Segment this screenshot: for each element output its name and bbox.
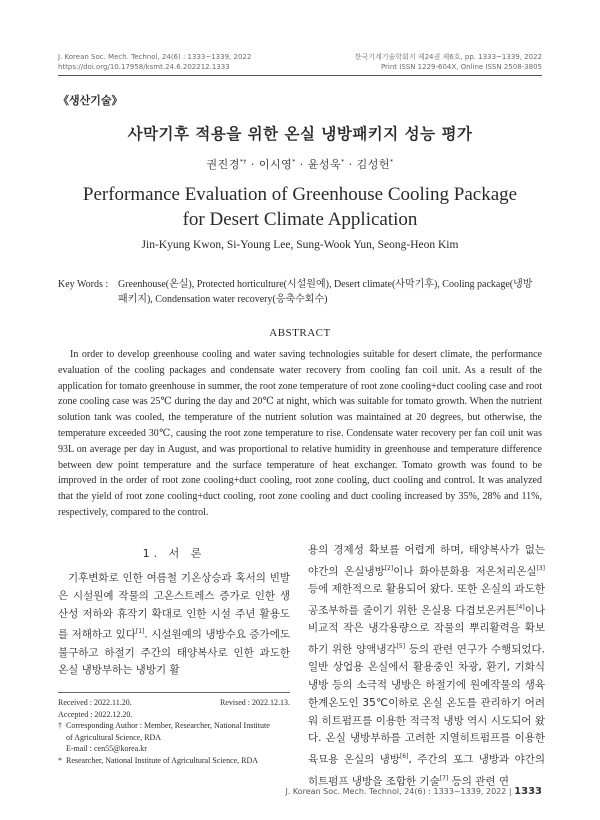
footer-separator: | bbox=[508, 787, 515, 796]
researcher-row bbox=[58, 755, 290, 767]
author-1-mark: *† bbox=[239, 158, 247, 166]
ref-1[interactable]: [1] bbox=[135, 628, 145, 636]
abstract-text: In order to develop greenhouse cooling and water saving technologies suitable for desert climate, the performance evaluation of the cooling packages and condensate water recovery from cooling fan coil unit. As a result of the application for tomato greenhouse in summer, the root zone temperature of root zone cooling+duct cooling case and root zone cooling case was 25℃ during the day and 20℃ at night, which was suitable for tomato growth. When the nutrient solution tank was cooled, the temperature of the nutrient solution was maintained at 20 degrees, but otherwise, the temperature exceeded 30℃, causing the root zone temperature to rise. Condensate water recovery per fan coil unit was 93L on average per day in August, and was proportional to relative humidity in greenhouse and temperature difference between dew point temperature and the surface temperature of heat exchanger. Tomato growth was found to be improved in the order of root zone cooling+duct cooling, root zone cooling, duct cooling and control. It was analyzed that the yield of root zone cooling+duct cooling, root zone cooling and duct cooling increased by 35%, 28% and 11%, respectively, compared to the control. bbox=[58, 349, 542, 518]
footer-citation: J. Korean Soc. Mech. Technol, 24(6) : 1333~1339, 2022 bbox=[285, 787, 509, 796]
received-date: Received : 2022.11.20. bbox=[58, 698, 132, 707]
intro-paragraph-left bbox=[58, 570, 290, 680]
english-title-line-1: Performance Evaluation of Greenhouse Cooling Package bbox=[82, 184, 518, 205]
ref-3[interactable]: [3] bbox=[536, 564, 545, 572]
revised-date: Revised : 2022.12.13. bbox=[220, 698, 290, 707]
abstract-heading: ABSTRACT bbox=[269, 327, 331, 339]
accepted-date: Accepted : 2022.12.20. bbox=[58, 709, 133, 719]
author-separator: · bbox=[250, 158, 255, 171]
author-2-mark: * bbox=[292, 158, 296, 166]
header-rule bbox=[58, 75, 542, 76]
accepted-row bbox=[58, 709, 290, 721]
intro-right-a: 용의 경제성 확보를 어렵게 하며, 태양복사가 없는 야간의 온실냉방 bbox=[308, 544, 545, 578]
author-separator: · bbox=[348, 158, 353, 171]
english-title bbox=[0, 182, 600, 232]
english-title-line-2: for Desert Climate Application bbox=[182, 209, 418, 230]
ref-4[interactable]: [4] bbox=[516, 603, 525, 611]
author-4: 김성헌 bbox=[356, 158, 391, 171]
dates-row bbox=[58, 697, 290, 709]
author-separator: · bbox=[299, 158, 304, 171]
intro-right-c: 등에 제한적으로 활용되어 왔다. 또한 온실의 과도한 공조부하를 줄이기 위한 온실용 다겹보온커튼 bbox=[308, 583, 545, 617]
author-3-mark: * bbox=[341, 158, 345, 166]
star-mark: * bbox=[58, 755, 62, 765]
journal-citation-header: J. Korean Soc. Mech. Technol, 24(6) : 1333~1339, 2022 bbox=[58, 53, 252, 61]
intro-right-g: 등의 관련 연 bbox=[448, 775, 509, 788]
corresponding-affiliation: of Agricultural Science, RDA bbox=[66, 732, 162, 742]
intro-right-d: 이나 비교적 작은 냉각용량으로 작물의 뿌리활력을 확보하기 위한 양액냉각 bbox=[308, 604, 545, 656]
korean-title: 사막기후 적용을 위한 온실 냉방패키지 성능 평가 bbox=[127, 125, 473, 143]
korean-authors bbox=[0, 156, 600, 172]
author-2: 이시영 bbox=[258, 158, 293, 171]
email-row bbox=[58, 743, 290, 755]
email[interactable]: E-mail : cen55@korea.kr bbox=[66, 744, 147, 754]
page-footer bbox=[285, 786, 542, 797]
ref-5[interactable]: [5] bbox=[396, 642, 406, 650]
footnotes bbox=[58, 697, 290, 767]
author-3: 윤성욱 bbox=[307, 158, 342, 171]
dagger-mark: † bbox=[58, 721, 62, 731]
keywords-text: Greenhouse(온실), Protected horticulture(시설원예), Desert climate(사막기후), Cooling package(냉방패키지), Condensation water recovery(응축수회수) bbox=[118, 279, 533, 305]
intro-paragraph-right bbox=[308, 542, 545, 791]
corresponding-author: Corresponding Author : Member, Researcher, National Institute bbox=[66, 721, 270, 731]
corresponding-row bbox=[58, 720, 290, 732]
intro-right-b: 이나 화아분화용 저온처리온실 bbox=[393, 565, 537, 578]
author-1: 권진경 bbox=[206, 158, 240, 171]
intro-right-e: 등의 관련 연구가 수행되었다. 일반 상업용 온실에서 활용중인 차광, 환기, 기화식 냉방 등의 소극적 냉방은 하절기에 원예작물의 생육한계온도인 35℃이하로 온실 온도를 관리하기 어려워 히트펌프를 이용한 적극적 냉방 역시 시도되어 왔다. 온실 냉방부하를 고려한 지열히트펌프를 이용한 육묘용 온실의 냉방 bbox=[308, 643, 545, 766]
intro-text-2: . 시설원예의 냉방수요 증가에도 불구하고 하절기 주간의 태양복사로 인한 과도한 온실 냉방부하는 냉방기 활 bbox=[58, 628, 290, 677]
ref-7[interactable]: [7] bbox=[439, 774, 449, 782]
intro-right-f: , 주간의 포그 냉방과 야간의 히트펌프 냉방을 조합한 기술 bbox=[308, 753, 546, 788]
footnote-rule bbox=[58, 692, 290, 693]
ref-6[interactable]: [6] bbox=[399, 753, 409, 761]
doi-link[interactable]: https://doi.org/10.17958/ksmt.24.6.202212.1333 bbox=[58, 63, 230, 71]
ref-2[interactable]: [2] bbox=[384, 564, 394, 572]
page-number: 1333 bbox=[514, 786, 542, 797]
article-category: 《생산기술》 bbox=[58, 94, 123, 107]
corresponding-row-2 bbox=[58, 732, 290, 744]
issn-info: Print ISSN 1229-604X, Online ISSN 2508-3805 bbox=[380, 63, 542, 71]
researcher-affiliation: Researcher, National Institute of Agricultural Science, RDA bbox=[66, 755, 259, 765]
keywords-label: Key Words : bbox=[58, 279, 109, 290]
keywords bbox=[58, 277, 542, 307]
author-4-mark: * bbox=[390, 158, 394, 166]
journal-korean-header: 한국기계기술학회지 제24권 제6호, pp. 1333~1339, 2022 bbox=[354, 53, 542, 61]
intro-text-1: 기후변화로 인한 여름철 기온상승과 혹서의 빈발은 시설원예 작물의 고온스트레스 증가로 인한 생산성 저하와 휴작기 확대로 인한 시설 주년 활용도를 저해하고 있다 bbox=[58, 572, 290, 641]
english-authors: Jin-Kyung Kwon, Si-Young Lee, Sung-Wook Yun, Seong-Heon Kim bbox=[141, 239, 459, 251]
section-heading-introduction: 1. 서 론 bbox=[142, 547, 206, 560]
